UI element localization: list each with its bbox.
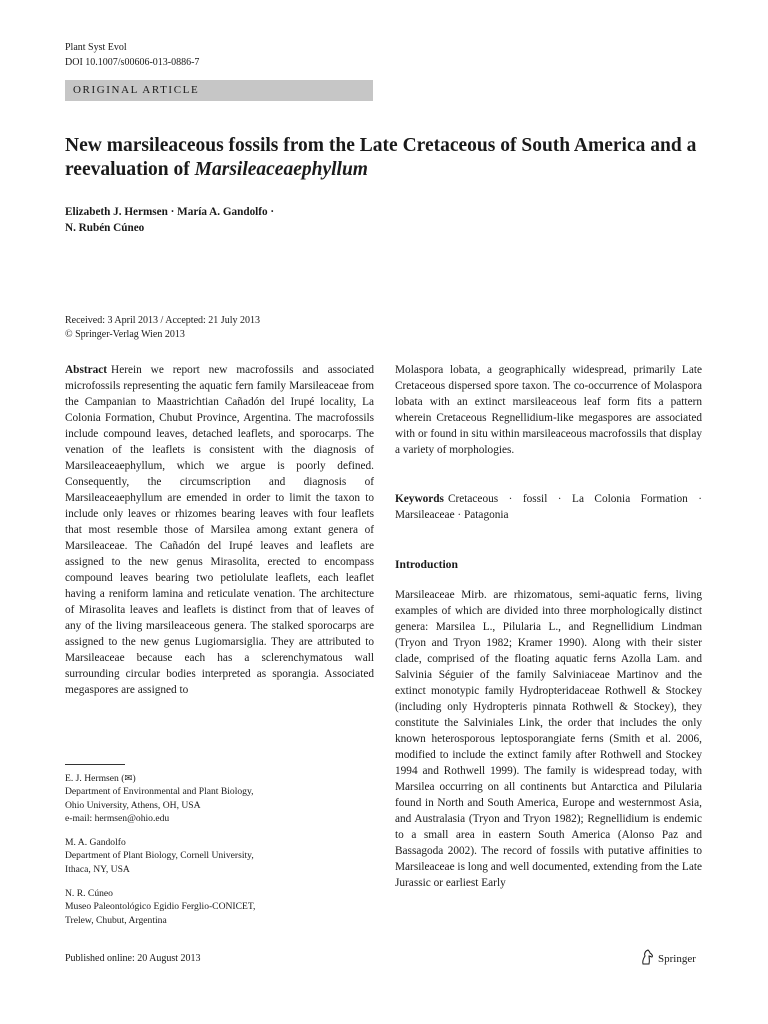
affiliation-hermsen [65,772,365,826]
affiliation-line: Ohio University, Athens, OH, USA [65,799,201,811]
affiliation-line: Department of Environmental and Plant Biology, [65,786,254,798]
keywords-text: Cretaceous · fossil · La Colonia Formation · Marsileaceae · Patagonia [395,493,702,521]
affiliation-cuneo [65,887,365,927]
abstract-label: Abstract [65,364,108,376]
title-italic: Marsileaceaephyllum [194,159,368,180]
article-type-bar [65,80,373,101]
affiliation-gandolfo [65,836,365,876]
authors-line-1: Elizabeth J. Hermsen · María A. Gandolfo · [65,206,275,218]
publisher-logo [640,950,696,968]
authors [65,204,365,236]
affiliation-line: Ithaca, NY, USA [65,863,130,875]
journal-name: Plant Syst Evol [65,42,127,53]
affiliation-name: E. J. Hermsen (✉) [65,773,136,784]
affiliation-email[interactable]: e-mail: hermsen@ohio.edu [65,813,170,825]
copyright: © Springer-Verlag Wien 2013 [65,328,185,340]
title-text: New marsileaceous fossils from the Late Cretaceous of South America and a reevaluation of [65,135,697,180]
keywords-label: Keywords [395,493,444,505]
doi: DOI 10.1007/s00606-013-0886-7 [65,57,200,68]
affiliation-line: Museo Paleontológico Egidio Ferglio-CONICET, [65,901,256,913]
abstract-continued: Molaspora lobata, a geographically widespread, primarily Late Cretaceous dispersed spore taxon. The co-occurrence of Molaspora lobata with an extinct marsileaceous leaf form fits a pattern wherein Cretaceous Regnellidium-like megaspores are associated with or found in situ within marsileaceous macrofossils that display a variety of morphologies. [395,364,702,456]
abstract [65,362,374,698]
introduction-heading: Introduction [395,558,458,571]
keywords [395,491,702,523]
abstract-text: Herein we report new macrofossils and associated microfossils representing the aquatic fern family Marsileaceae from the Campanian to Maastrichtian Cañadón del Irupé locality, La Colonia Formation, Chubut Province, Argentina. The macrofossils include compound leaves, detached leaflets, and sporocarps. The venation of the leaflets is consistent with the diagnosis of Marsileaceaephyllum, which we argue is poorly defined. Consequently, the circumscription and diagnosis of Marsileaceaephyllum are emended in order to limit the taxon to include only leaves or rhizomes bearing leaves with four leaflets that most resemble those of Marsilea among extant genera of Marsileaceae. The Cañadón del Irupé leaves and leaflets are assigned to the new genus Mirasolita, erected to encompass compound leaves bearing two petiolulate leaflets, each leaflet having a reniform lamina and reticulate venation. The architecture of Mirasolita leaves and leaflets is distinct from that of leaves of any of the living marsileaceous genera. The stalked sporocarps are assigned to the new genus Lugiomarsiglia. They are attributed to Marsileaceae because each has a sclerenchymatous wall surrounding circular bodies interpreted as sporangia. Associated megaspores are assigned to [65,364,374,696]
affiliation-name: M. A. Gandolfo [65,837,126,848]
authors-line-2: N. Rubén Cúneo [65,222,145,234]
introduction-text: Marsileaceae Mirb. are rhizomatous, semi-aquatic ferns, living examples of which are divided into three morphologically distinct genera: Marsilea L., Pilularia L., and Regnellidium Lindman (Tryon and Tryon 1982; Kramer 1990). Along with their sister clade, comprised of the floating aquatic ferns Azolla Lam. and Salvinia Séguier of the family Salviniaceae Martinov and the extinct monotypic family Hydropteridaceae Rothwell & Stockey (including only Hydropteris pinnata Rothwell & Stockey), they constitute the Salviniales Link, the order that includes the only known heterosporous leptosporangiate ferns (Smith et al. 2006, modified to include the extinct family after Rothwell and Stockey 1994 and Rothwell 1999). The family is widespread today, with Marsilea occurring on all continents but Antarctica and Pilularia found in North and South America, Europe and westernmost Asia, and Australasia (Tryon and Tryon 1982); Regnellidium is endemic to a small area in eastern South America (Alonso Paz and Bassagoda 2002). The record of fossils with putative affinities to Marsileaceae is long and well documented, extending from the Late Jurassic or earliest Early [395,589,702,889]
affiliation-name: N. R. Cúneo [65,888,113,899]
article-history [65,314,395,341]
article-type: ORIGINAL ARTICLE [73,84,200,96]
footnote-rule [65,764,125,765]
springer-horse-icon [640,949,654,970]
paper-title [65,134,725,182]
received-accepted: Received: 3 April 2013 / Accepted: 21 July 2013 [65,315,260,326]
publisher-name: Springer [658,953,696,965]
affiliation-line: Trelew, Chubut, Argentina [65,914,167,926]
published-online: Published online: 20 August 2013 [65,953,201,964]
affiliation-line: Department of Plant Biology, Cornell University, [65,850,254,862]
